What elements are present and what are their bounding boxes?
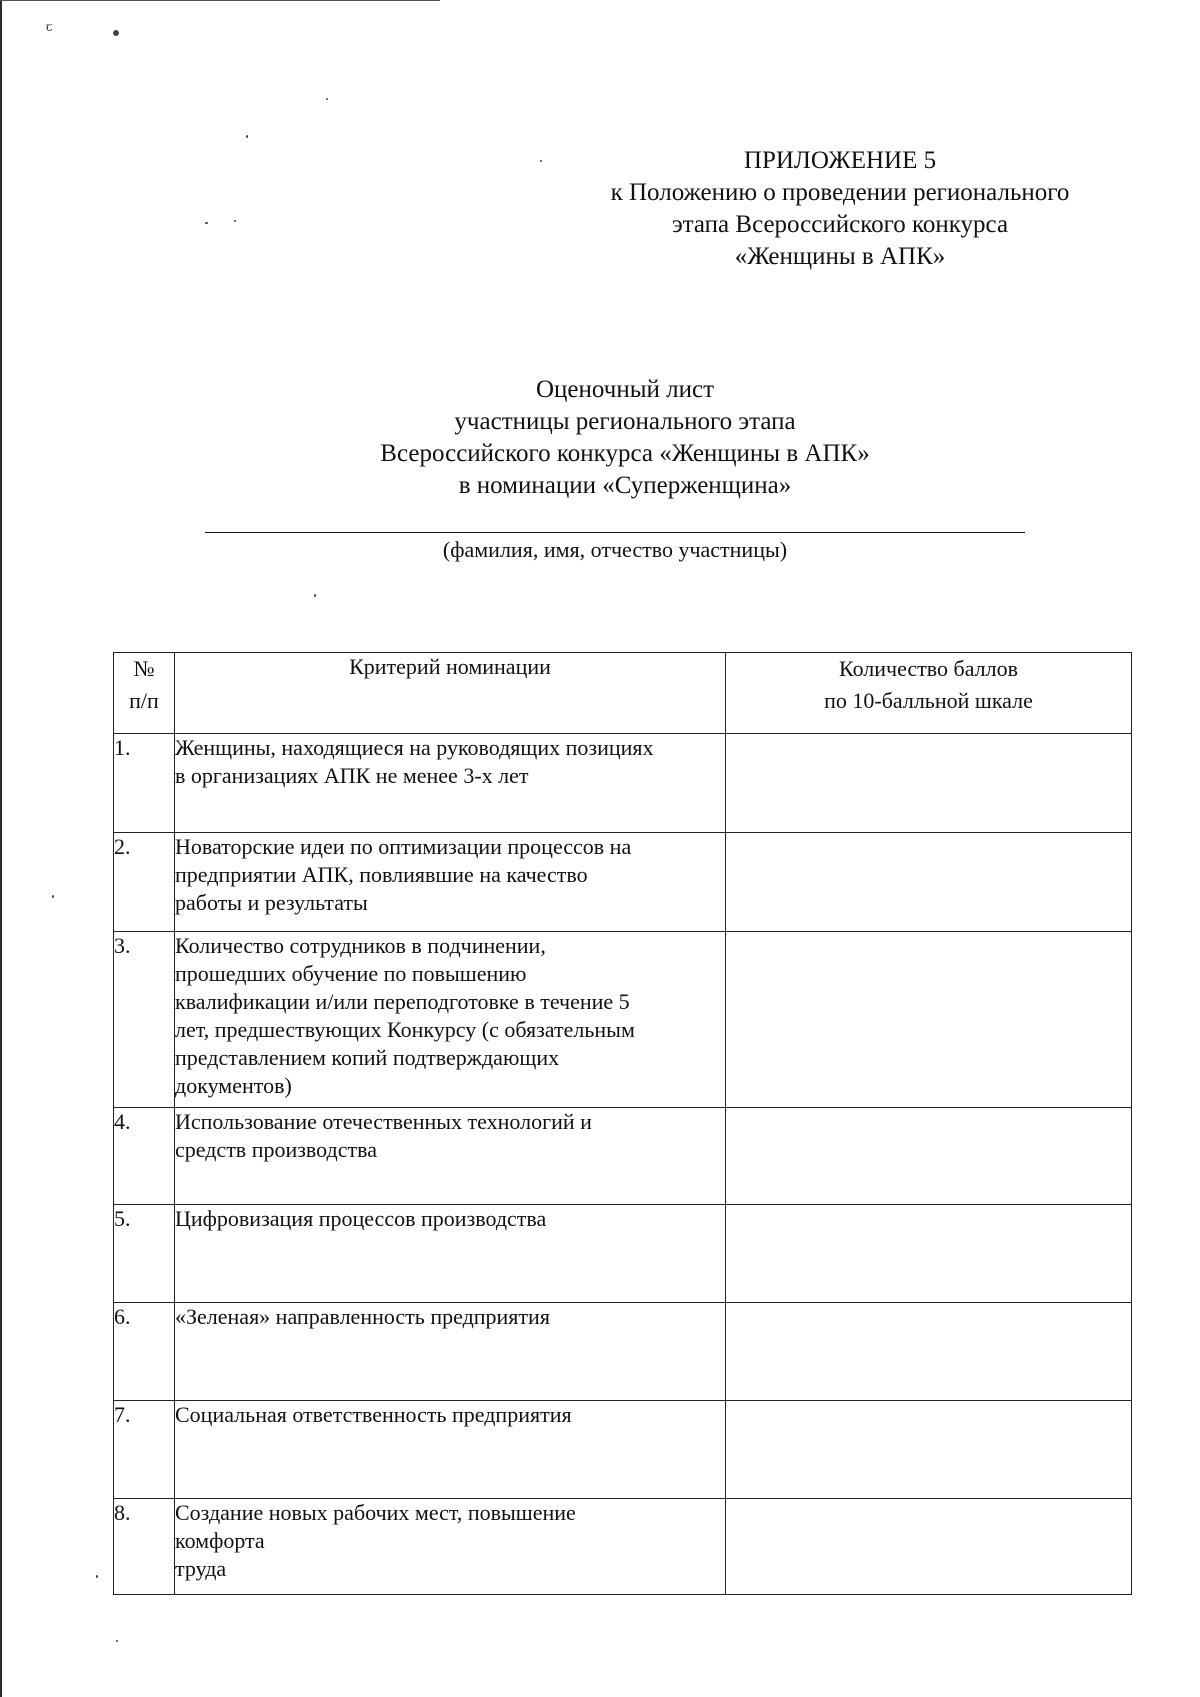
scan-speck [52,895,54,898]
scan-speck [326,98,328,100]
criterion-line: Социальная ответственность предприятия [175,1402,572,1427]
header-score-line: Количество баллов [838,656,1019,681]
row-criterion [175,1499,726,1595]
form-title-line: Оценочный лист [535,376,714,403]
row-number: 5. [114,1205,175,1303]
table-row [114,1205,1132,1303]
scan-speck [314,594,316,597]
criterion-line: в организациях АПК не менее 3-х лет [175,763,529,788]
header-score-line: по 10-балльной шкале [824,688,1033,713]
scan-speck [540,160,542,162]
row-criterion [175,734,726,833]
criterion-line: Женщины, находящиеся на руководящих позициях [175,735,654,760]
criterion-line: «Зеленая» направленность предприятия [175,1304,550,1329]
row-criterion [175,1401,726,1499]
criterion-line: прошедших обучение по повышению [175,961,527,986]
scan-speck [246,135,248,138]
form-title-line: в номинации «Суперженщина» [458,472,792,499]
criterion-line: документов) [175,1073,292,1098]
row-number: 3. [114,932,175,1108]
table-row [114,1108,1132,1205]
row-number: 6. [114,1303,175,1401]
header-criterion: Критерий номинации [175,653,726,734]
criterion-line: квалификации и/или переподготовке в течение 5 [175,989,630,1014]
criterion-line: труда [175,1556,227,1581]
criterion-line: средств производства [175,1137,377,1162]
criterion-line: Количество сотрудников в подчинении, [175,933,546,958]
row-criterion [175,1303,726,1401]
row-number: 4. [114,1108,175,1205]
table-header-row [114,653,1132,734]
row-score-cell[interactable] [726,1205,1132,1303]
scan-speck [205,222,208,224]
header-score [726,653,1132,734]
table-row [114,1401,1132,1499]
criterion-line: Создание новых рабочих мест, повышение [175,1500,576,1525]
table-row [114,1303,1132,1401]
scan-speck [234,220,236,222]
scan-corner-mark: ꞇ [46,20,53,34]
scan-speck [96,1575,98,1578]
appendix-line: к Положению о проведении регионального [610,179,1070,206]
appendix-line: этапа Всероссийского конкурса [671,211,1009,238]
row-score-cell[interactable] [726,1303,1132,1401]
appendix-title: ПРИЛОЖЕНИЕ 5 [743,147,937,174]
criterion-line: Новаторские идеи по оптимизации процессов на [175,834,632,859]
scan-top-edge [0,0,440,1]
criterion-line: Цифровизация процессов производства [175,1206,547,1231]
scan-speck [116,1640,118,1642]
scan-speck [113,30,119,36]
criterion-line: лет, предшествующих Конкурсу (с обязательным [175,1017,635,1042]
table-row [114,833,1132,932]
header-number-symbol: № [133,656,155,681]
row-score-cell[interactable] [726,1108,1132,1205]
row-score-cell[interactable] [726,833,1132,932]
participant-name-line [205,532,1025,533]
scan-left-edge [0,0,2,1697]
row-score-cell[interactable] [726,1401,1132,1499]
row-score-cell[interactable] [726,932,1132,1108]
row-number: 1. [114,734,175,833]
criteria-table [113,652,1132,1595]
criterion-line: представлением копий подтверждающих [175,1045,560,1070]
table-row [114,932,1132,1108]
appendix-header [560,145,1120,273]
row-number: 7. [114,1401,175,1499]
participant-name-caption: (фамилия, имя, отчество участницы) [442,537,788,562]
header-number [114,653,175,734]
row-criterion [175,1108,726,1205]
criterion-line: Использование отечественных технологий и [175,1109,592,1134]
criterion-line: предприятии АПК, повлиявшие на качество [175,862,588,887]
criterion-line: работы и результаты [175,890,368,915]
form-title-line: Всероссийского конкурса «Женщины в АПК» [380,440,870,467]
row-number: 2. [114,833,175,932]
appendix-line: «Женщины в АПК» [734,243,946,270]
row-score-cell[interactable] [726,1499,1132,1595]
row-criterion [175,1205,726,1303]
row-score-cell[interactable] [726,734,1132,833]
header-number-abbr: п/п [129,688,159,713]
row-criterion [175,833,726,932]
row-number: 8. [114,1499,175,1595]
criterion-line: комфорта [175,1528,265,1553]
row-criterion [175,932,726,1108]
table-row [114,734,1132,833]
form-title-line: участницы регионального этапа [454,408,796,435]
table-row [114,1499,1132,1595]
form-title [300,374,950,502]
